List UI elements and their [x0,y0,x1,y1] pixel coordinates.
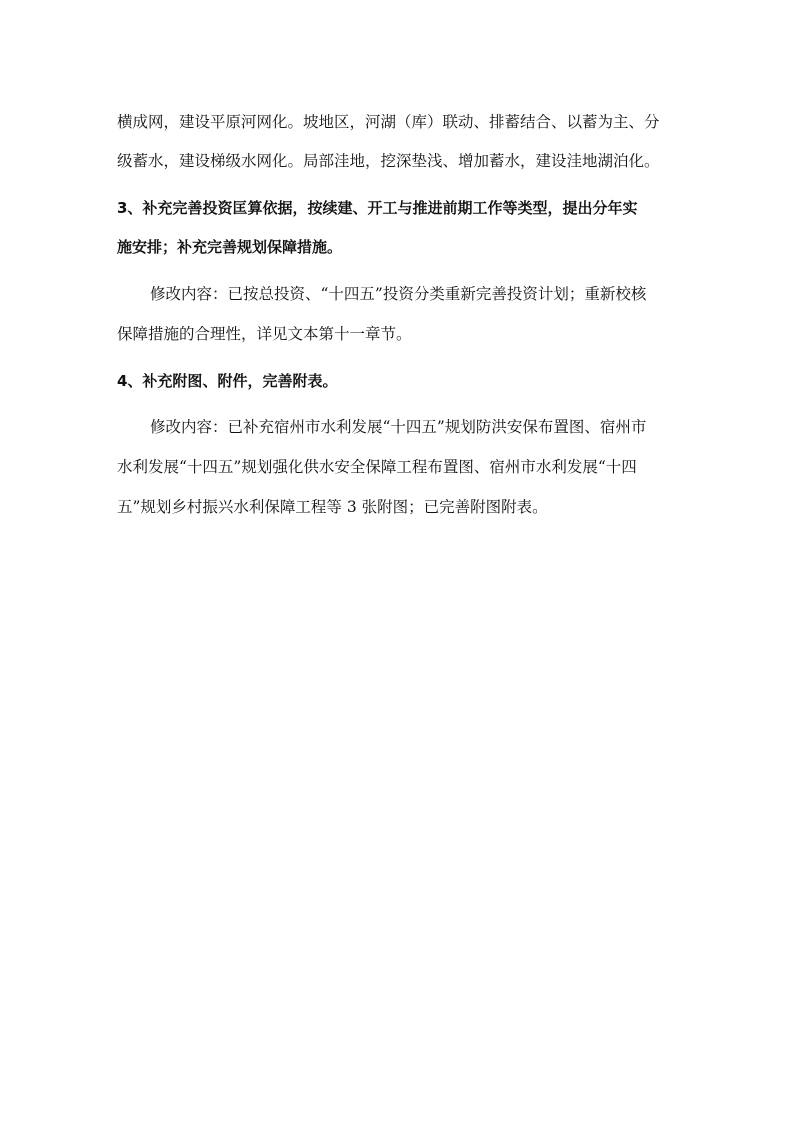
item-4-response: 水利发展“十四五”规划强化供水安全保障工程布置图、宿州市水利发展“十四 [117,458,637,476]
item-3-response: 修改内容：已按总投资、“十四五”投资分类重新完善投资计划；重新校核 [150,285,647,303]
paragraph-line: 级蓄水，建设梯级水网化。局部洼地，挖深垫浅、增加蓄水，建设洼地湖泊化。 [117,152,660,170]
item-4-heading: 4、补充附图、附件，完善附表。 [117,372,338,390]
item-3-heading: 3、补充完善投资匡算依据，按续建、开工与推进前期工作等类型，提出分年实 [117,199,638,217]
item-3-heading: 施安排；补充完善规划保障措施。 [117,238,343,256]
item-3-response: 保障措施的合理性，详见文本第十一章节。 [117,325,412,343]
item-4-response: 修改内容：已补充宿州市水利发展“十四五”规划防洪安保布置图、宿州市 [150,418,647,436]
item-4-response: 五”规划乡村振兴水利保障工程等 3 张附图；已完善附图附表。 [117,498,548,516]
paragraph-line: 横成网，建设平原河网化。坡地区，河湖（库）联动、排蓄结合、以蓄为主、分 [117,113,660,131]
